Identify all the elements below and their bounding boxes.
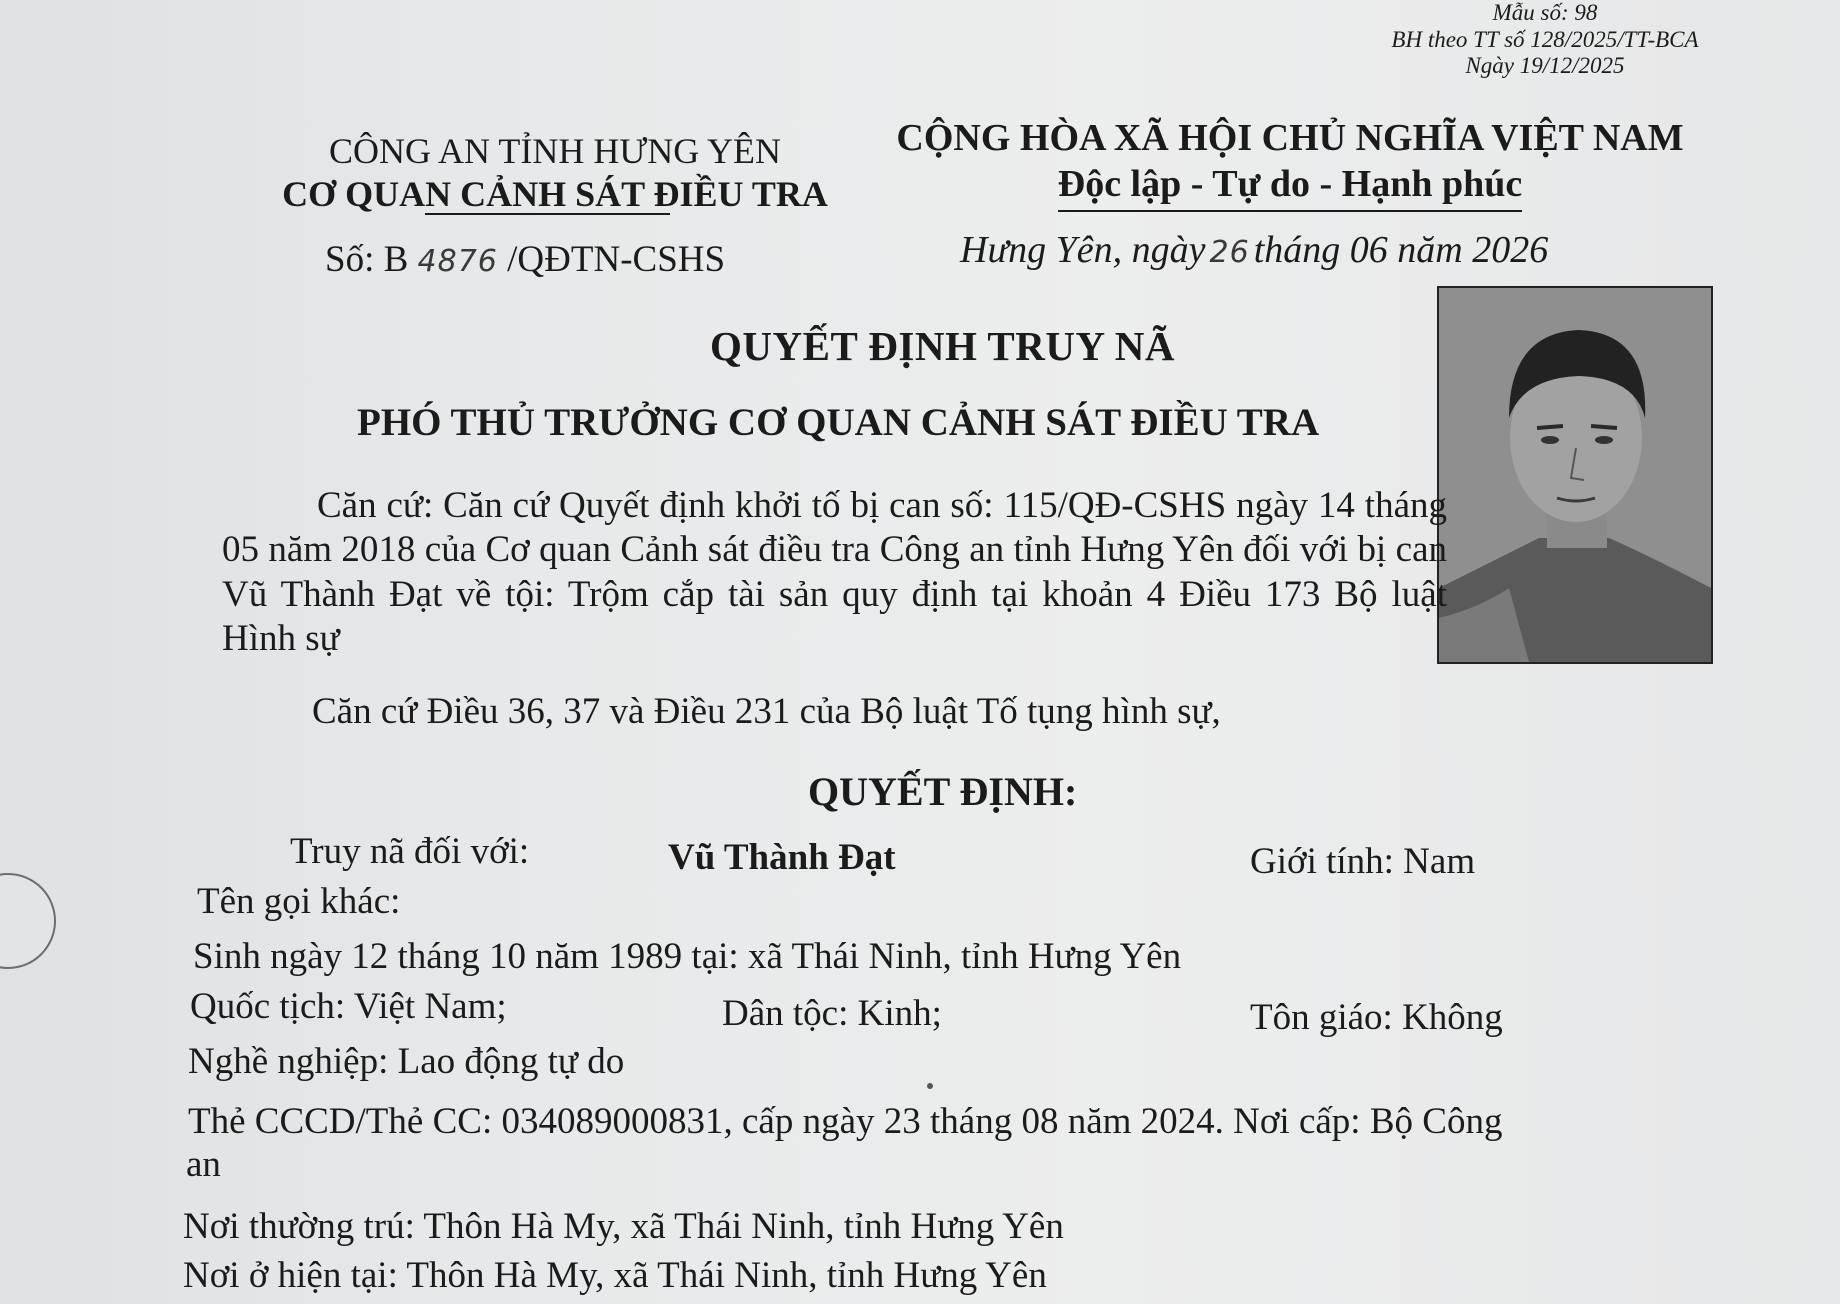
punch-hole xyxy=(0,873,56,969)
form-regulation: BH theo TT số 128/2025/TT-BCA xyxy=(1391,26,1699,52)
gender: Giới tính: Nam xyxy=(1250,841,1476,882)
ethnicity: Dân tộc: Kinh; xyxy=(722,993,942,1034)
document-title: QUYẾT ĐỊNH TRUY NÃ xyxy=(710,323,1176,369)
portrait-image xyxy=(1439,288,1711,662)
form-date: Ngày 19/12/2025 xyxy=(1465,53,1625,79)
wanted-person-name: Vũ Thành Đạt xyxy=(668,837,896,878)
handwritten-day: 26 xyxy=(1209,235,1250,270)
nationality: Quốc tịch: Việt Nam; xyxy=(190,986,507,1027)
permanent-residence: Nơi thường trú: Thôn Hà My, xã Thái Ninh, tỉnh Hưng Yên xyxy=(183,1206,1064,1247)
wanted-label: Truy nã đối với: xyxy=(290,831,530,872)
national-heading-block xyxy=(880,115,1700,212)
national-motto: Độc lập - Tự do - Hạnh phúc xyxy=(1058,161,1523,211)
alias: Tên gọi khác: xyxy=(197,881,401,922)
issuing-agency-block xyxy=(255,130,855,216)
document-number: Số: B 4876 /QĐTN-CSHS xyxy=(325,239,726,280)
issuer-title: PHÓ THỦ TRƯỞNG CƠ QUAN CẢNH SÁT ĐIỀU TRA xyxy=(357,401,1320,444)
legal-basis-2: Căn cứ Điều 36, 37 và Điều 231 của Bộ luật Tố tụng hình sự, xyxy=(312,691,1221,732)
form-number: Mẫu số: 98 xyxy=(1492,0,1598,25)
id-card-continued: an xyxy=(186,1144,221,1185)
id-card: Thẻ CCCD/Thẻ CC: 034089000831, cấp ngày 23 tháng 08 năm 2024. Nơi cấp: Bộ Công xyxy=(188,1101,1503,1142)
form-reference xyxy=(1345,0,1745,80)
nation-name: CỘNG HÒA XÃ HỘI CHỦ NGHĨA VIỆT NAM xyxy=(896,117,1684,159)
handwritten-number: 4876 xyxy=(417,244,498,279)
suspect-photo xyxy=(1437,286,1713,664)
decision-heading: QUYẾT ĐỊNH: xyxy=(808,769,1078,814)
agency-underline xyxy=(425,213,670,215)
birth-info: Sinh ngày 12 tháng 10 năm 1989 tại: xã Thái Ninh, tỉnh Hưng Yên xyxy=(193,936,1182,977)
religion: Tôn giáo: Không xyxy=(1250,997,1503,1038)
occupation: Nghề nghiệp: Lao động tự do xyxy=(188,1041,625,1082)
agency-parent: CÔNG AN TỈNH HƯNG YÊN xyxy=(329,131,781,171)
agency-name: CƠ QUAN CẢNH SÁT ĐIỀU TRA xyxy=(282,174,828,215)
place-date: Hưng Yên, ngày 26 tháng 06 năm 2026 xyxy=(960,229,1549,271)
legal-basis-1: Căn cứ: Căn cứ Quyết định khởi tố bị can số: 115/QĐ-CSHS ngày 14 tháng 05 năm 2018 của Cơ quan Cảnh sát điều tra Công an tỉnh Hưng Yên đối với bị can Vũ Thành Đạt về tội: Trộm cắp tài sản quy định tại khoản 4 Điều 173 Bộ luật Hình sự xyxy=(222,485,1447,660)
current-residence: Nơi ở hiện tại: Thôn Hà My, xã Thái Ninh, tỉnh Hưng Yên xyxy=(183,1255,1047,1296)
paper-speck xyxy=(927,1083,933,1089)
